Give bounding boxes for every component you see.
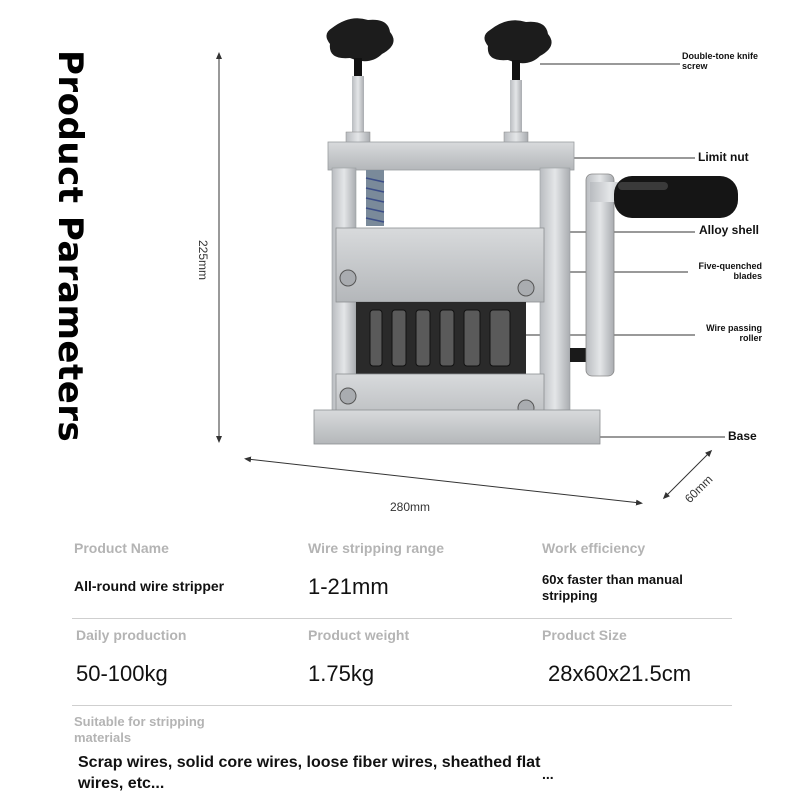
spec-label: Wire stripping range [308,540,445,556]
spec-cell-stripping-range [308,532,528,600]
spec-value: 60x faster than manual stripping [542,572,683,604]
spec-value: 1.75kg [308,661,375,686]
callout-knife-screw: Double-tone knife screw [682,51,758,71]
callout-base: Base [728,429,757,443]
page-title: Product Parameters [50,50,90,443]
spec-label: Suitable for stripping materials [74,714,205,745]
spec-label: Product weight [308,627,410,643]
spec-label: Product Name [74,540,169,556]
spec-value: All-round wire stripper [74,578,225,594]
wire-stripper-image [300,10,760,480]
spec-cell-suitable [74,706,541,795]
spec-cell-weight [308,619,528,687]
spec-label: Daily production [76,627,187,643]
spec-cell-efficiency [542,532,732,605]
length-dimension-label: 280mm [390,500,431,514]
knob-left [326,18,393,146]
spec-value: 50-100kg [76,661,168,686]
height-dimension-label: 225mm [196,240,210,281]
spec-value: Scrap wires, solid core wires, loose fiber wires, sheathed flat wires, etc... [78,754,541,792]
spec-row [72,706,732,792]
ellipsis-text: ... [542,766,554,782]
callout-blades: Five-quenched blades [698,261,762,281]
spec-cell-product-name [74,532,294,594]
spec-value: 28x60x21.5cm [548,661,692,686]
spec-value: 1-21mm [308,574,389,599]
callout-limit-nut: Limit nut [698,150,749,164]
spec-table [72,532,732,792]
spec-cell-daily-production [76,619,296,687]
spec-row [72,532,732,619]
callout-alloy-shell: Alloy shell [699,223,760,237]
spec-cell-size [542,619,762,687]
callout-roller: Wire passing roller [706,323,762,343]
spec-row [72,619,732,706]
depth-dimension-label: 60mm [681,472,716,506]
spec-label: Work efficiency [542,540,646,556]
knob-right [484,20,551,148]
spec-label: Product Size [542,627,627,643]
